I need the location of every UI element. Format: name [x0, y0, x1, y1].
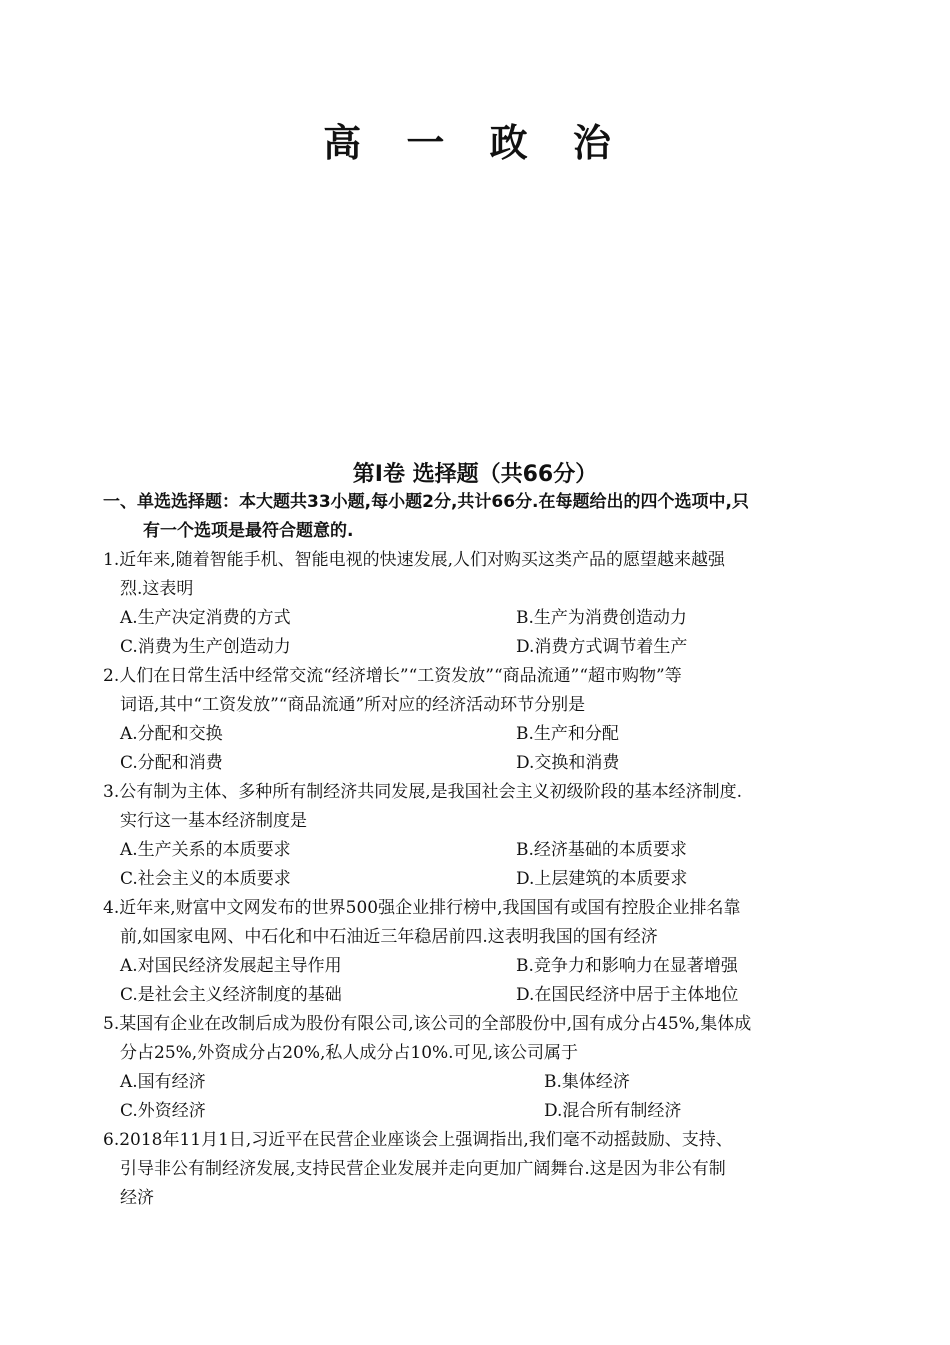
instructions-line-2: 有一个选项是最符合题意的.	[143, 521, 354, 541]
option-a: A.对国民经济发展起主导作用	[120, 956, 342, 976]
question-stem-line: 2.人们在日常生活中经常交流“经济增长”“工资发放”“商品流通”“超市购物”等	[103, 666, 682, 686]
option-c: C.社会主义的本质要求	[120, 869, 291, 889]
option-d: D.在国民经济中居于主体地位	[516, 985, 739, 1005]
option-b: B.竞争力和影响力在显著增强	[516, 956, 738, 976]
question-stem-line: 5.某国有企业在改制后成为股份有限公司,该公司的全部股份中,国有成分占45%,集体成	[103, 1014, 752, 1034]
page-title: 高 一 政 治	[323, 121, 627, 165]
option-c: C.是社会主义经济制度的基础	[120, 985, 342, 1005]
question-stem-line: 实行这一基本经济制度是	[120, 811, 307, 831]
question-stem-line: 1.近年来,随着智能手机、智能电视的快速发展,人们对购买这类产品的愿望越来越强	[103, 550, 726, 570]
option-group	[103, 720, 853, 778]
question-stem-line: 前,如国家电网、中石化和中石油近三年稳居前四.这表明我国的国有经济	[120, 927, 658, 947]
option-a: A.生产决定消费的方式	[120, 608, 291, 628]
section-title: 第Ⅰ卷 选择题（共66分）	[352, 462, 598, 487]
question-stem-line: 分占25%,外资成分占20%,私人成分占10%.可见,该公司属于	[120, 1043, 578, 1063]
section-instructions	[103, 488, 853, 546]
question-4	[103, 894, 853, 1010]
question-stem-line: 3.公有制为主体、多种所有制经济共同发展,是我国社会主义初级阶段的基本经济制度.	[103, 782, 743, 802]
option-group	[103, 836, 853, 894]
exam-content	[0, 488, 950, 1213]
question-5	[103, 1010, 853, 1126]
option-b: B.经济基础的本质要求	[516, 840, 687, 860]
question-stem-line: 引导非公有制经济发展,支持民营企业发展并走向更加广阔舞台.这是因为非公有制	[120, 1159, 726, 1179]
option-d: D.消费方式调节着生产	[516, 637, 688, 657]
question-stem-line: 词语,其中“工资发放”“商品流通”所对应的经济活动环节分别是	[120, 695, 586, 715]
question-1	[103, 546, 853, 662]
option-a: A.国有经济	[120, 1072, 206, 1092]
option-c: C.外资经济	[120, 1101, 206, 1121]
option-group	[103, 604, 853, 662]
option-b: B.生产为消费创造动力	[516, 608, 687, 628]
option-c: C.消费为生产创造动力	[120, 637, 291, 657]
question-stem-line: 6.2018年11月1日,习近平在民营企业座谈会上强调指出,我们毫不动摇鼓励、支持、	[103, 1130, 733, 1150]
question-stem-line: 烈.这表明	[120, 579, 194, 599]
option-d: D.混合所有制经济	[544, 1101, 682, 1121]
option-a: A.分配和交换	[120, 724, 223, 744]
option-c: C.分配和消费	[120, 753, 223, 773]
option-group	[103, 952, 853, 1010]
option-a: A.生产关系的本质要求	[120, 840, 291, 860]
instructions-line-1: 一、单选选择题：本大题共33小题,每小题2分,共计66分.在每题给出的四个选项中,只	[103, 492, 749, 512]
option-d: D.上层建筑的本质要求	[516, 869, 688, 889]
question-stem-line: 4.近年来,财富中文网发布的世界500强企业排行榜中,我国国有或国有控股企业排名靠	[103, 898, 741, 918]
question-2	[103, 662, 853, 778]
question-3	[103, 778, 853, 894]
option-b: B.集体经济	[544, 1072, 630, 1092]
option-d: D.交换和消费	[516, 753, 620, 773]
option-b: B.生产和分配	[516, 724, 619, 744]
question-6	[103, 1126, 853, 1213]
question-stem-line: 经济	[120, 1188, 154, 1208]
option-group	[103, 1068, 853, 1126]
